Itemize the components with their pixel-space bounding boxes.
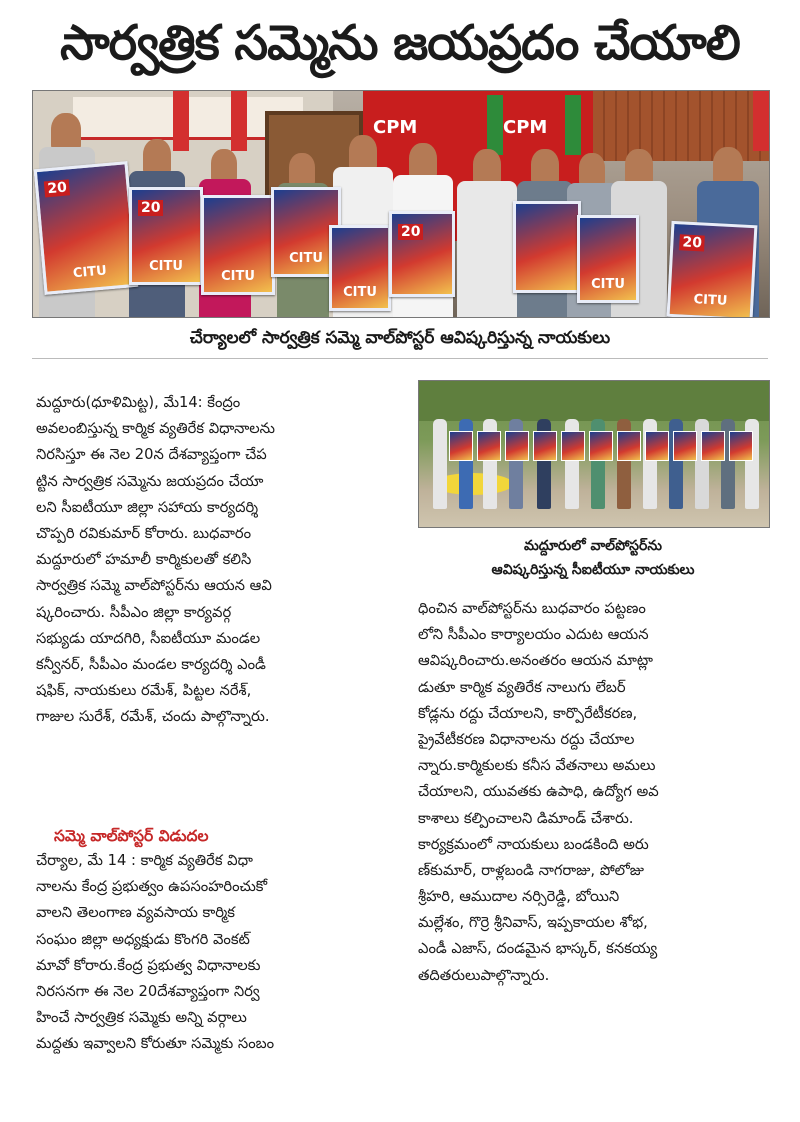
article-line: చేయాలని, యువతకు ఉపాధి, ఉద్యోగ అవ — [418, 783, 659, 801]
headline: సార్వత్రిక సమ్మెను జయప్రదం చేయాలి — [60, 15, 740, 71]
article-line: ఆవిష్కరించారు.అనంతరం ఆయన మాట్లా — [418, 652, 653, 670]
article-line: అవలంబిస్తున్న కార్మిక వ్యతిరేక విధానాలను — [36, 420, 276, 438]
article-line: డుతూ కార్మిక వ్యతిరేక నాలుగు లేబర్ — [418, 678, 626, 696]
article-line: తదితరులుపాల్గొన్నారు. — [418, 966, 550, 984]
article-line: మావో కోరారు.కేంద్ర ప్రభుత్వ విధానాలకు — [36, 956, 261, 974]
article-line: కార్యక్రమంలో నాయకులు బండకింది అరు — [418, 835, 649, 853]
poster-number: 20 — [44, 179, 71, 197]
poster-label: CITU — [591, 277, 625, 292]
caption-line: మద్దూరులో వాల్‌పోస్టర్‌ను — [524, 538, 662, 554]
secondary-photo-caption — [418, 528, 768, 596]
article-column-left — [36, 390, 410, 730]
wall-poster — [513, 201, 581, 293]
wall-poster — [329, 225, 391, 311]
person — [409, 143, 437, 177]
article-line: మల్లేశం, గొర్రె శ్రీనివాస్, ఇప్పకాయల శోభ, — [418, 914, 648, 932]
wall-poster — [533, 431, 557, 461]
wall-poster — [561, 431, 585, 461]
green-flag — [487, 95, 503, 155]
caption-line: ఆవిష్కరిస్తున్న సీఐటీయూ నాయకులు — [491, 562, 695, 578]
article-line: కోడ్లను రద్దు చేయాలని, కార్పొరేటీకరణ, — [418, 704, 638, 722]
article-line: లోని సీపీఎం కార్యాలయం ఎదుట ఆయన — [418, 626, 649, 644]
article-line: హించే సార్వత్రిక సమ్మెకు అన్ని వర్గాలు — [36, 1009, 247, 1027]
article-line: సార్వత్రిక సమ్మె వాల్‌పోస్టర్‌ను ఆయన ఆవి — [36, 577, 272, 595]
wall-poster — [129, 187, 203, 285]
poster-label: CITU — [221, 269, 255, 284]
person — [457, 181, 517, 317]
article-line: చేర్యాల, మే 14 : కార్మిక వ్యతిరేక విధా — [36, 852, 253, 869]
red-flag — [173, 91, 189, 151]
article-line: లని సీఐటీయూ జిల్లా సహాయ కార్యదర్శి — [36, 498, 259, 516]
article-line: ఎండీ ఎజాస్, దండమైన భాస్కర్, కనకయ్య — [418, 940, 658, 958]
article-column-right — [418, 596, 770, 989]
person — [289, 153, 315, 185]
article-line: ధించిన వాల్‌పోస్టర్‌ను బుధవారం పట్టణం — [418, 600, 646, 617]
article-line: వాలని తెలంగాణ వ్యవసాయ కార్మిక — [36, 904, 235, 922]
poster-label: CITU — [149, 259, 183, 274]
article-line: నిరసిస్తూ ఈ నెల 20న దేశవ్యాప్తంగా చేప — [36, 446, 267, 464]
wall-poster — [645, 431, 669, 461]
article-line: గాజుల సురేశ్, రమేశ్, చందు పాల్గొన్నారు. — [36, 708, 270, 726]
article-line: మద్దూరు(ధూళిమిట్ట), మే14: కేంద్రం — [36, 394, 241, 411]
person — [531, 149, 559, 183]
green-flag — [565, 95, 581, 155]
article-line: సభ్యుడు యాదగిరి, సీఐటీయూ మండల — [36, 629, 261, 647]
article-line: మద్దతు ఇవ్వాలని కోరుతూ సమ్మెకు సంబం — [36, 1035, 275, 1053]
article-column-left-2 — [36, 848, 410, 1058]
article-line: ణ్‌కుమార్, రాళ్లబండి నాగరాజు, పోలోజు — [418, 861, 645, 879]
article-line: న్నారు.కార్మికులకు కనీస వేతనాలు అమలు — [418, 757, 656, 775]
wall-poster — [201, 195, 275, 295]
article-line: కన్వీనర్, సీపీఎం మండల కార్యదర్శి ఎండీ — [36, 655, 266, 673]
article-line: శ్రీహరి, ఆముదాల నర్సిరెడ్డి, బోయిని — [418, 888, 620, 906]
person — [713, 147, 743, 183]
wall-poster — [34, 161, 139, 295]
wall-poster — [701, 431, 725, 461]
red-flag — [753, 91, 769, 151]
wall-poster — [729, 431, 753, 461]
tiled-roof — [593, 91, 769, 161]
wall-text: CPM — [503, 117, 548, 138]
main-photo — [32, 90, 770, 318]
person — [433, 419, 447, 509]
wall-poster — [577, 215, 639, 303]
person — [51, 113, 81, 149]
article-line: ట్టిన సార్వత్రిక సమ్మెను జయప్రదం చేయా — [36, 472, 264, 490]
red-flag — [231, 91, 247, 151]
poster-number: 20 — [679, 234, 705, 251]
wall-poster — [667, 221, 758, 318]
article-line: సంఘం జిల్లా అధ్యక్షుడు కొంగరి వెంకట్ — [36, 930, 250, 948]
article-line: చొప్పరి రవికుమార్ కోరారు. బుధవారం — [36, 524, 252, 542]
person — [473, 149, 501, 183]
trees — [419, 381, 769, 421]
poster-number: 20 — [398, 224, 423, 240]
person — [211, 149, 237, 181]
poster-label: CITU — [289, 251, 323, 266]
poster-label: CITU — [693, 292, 728, 309]
poster-label: CITU — [72, 263, 108, 282]
subheading: సమ్మె వాల్‌పోస్టర్ విడుదల — [54, 827, 209, 845]
article-line: ష్కరించారు. సీపీఎం జిల్లా కార్యవర్గ — [36, 603, 232, 621]
wall-text: CPM — [373, 117, 418, 138]
poster-number: 20 — [138, 200, 163, 216]
wall-poster — [589, 431, 613, 461]
article-line: ప్రైవేటీకరణ విధానాలను రద్దు చేయాల — [418, 730, 635, 748]
person — [579, 153, 605, 185]
person — [625, 149, 653, 183]
article-line: షఫిక్, నాయకులు రమేశ్, పిట్టల నరేశ్, — [36, 682, 252, 700]
wall-poster — [673, 431, 697, 461]
secondary-photo — [418, 380, 770, 528]
article-line: కాశాలు కల్పించాలని డిమాండ్ చేశారు. — [418, 809, 634, 827]
photo-caption: చేర్యాలలో సార్వత్రిక సమ్మె వాల్‌పోస్టర్ ఆవిష్కరిస్తున్న నాయకులు — [32, 318, 768, 359]
wall-poster — [477, 431, 501, 461]
article-line: నిరసనగా ఈ నెల 20దేశవ్యాప్తంగా నిర్వ — [36, 982, 260, 1000]
person — [349, 135, 377, 169]
poster-label: CITU — [343, 285, 377, 300]
wall-poster — [449, 431, 473, 461]
wall-poster — [389, 211, 455, 297]
wall-poster — [505, 431, 529, 461]
article-line: మద్దూరులో హమాలీ కార్మికులతో కలిసి — [36, 551, 252, 569]
person — [143, 139, 171, 173]
wall-poster — [617, 431, 641, 461]
article-line: నాలను కేంద్ర ప్రభుత్వం ఉపసంహరించుకో — [36, 878, 268, 896]
